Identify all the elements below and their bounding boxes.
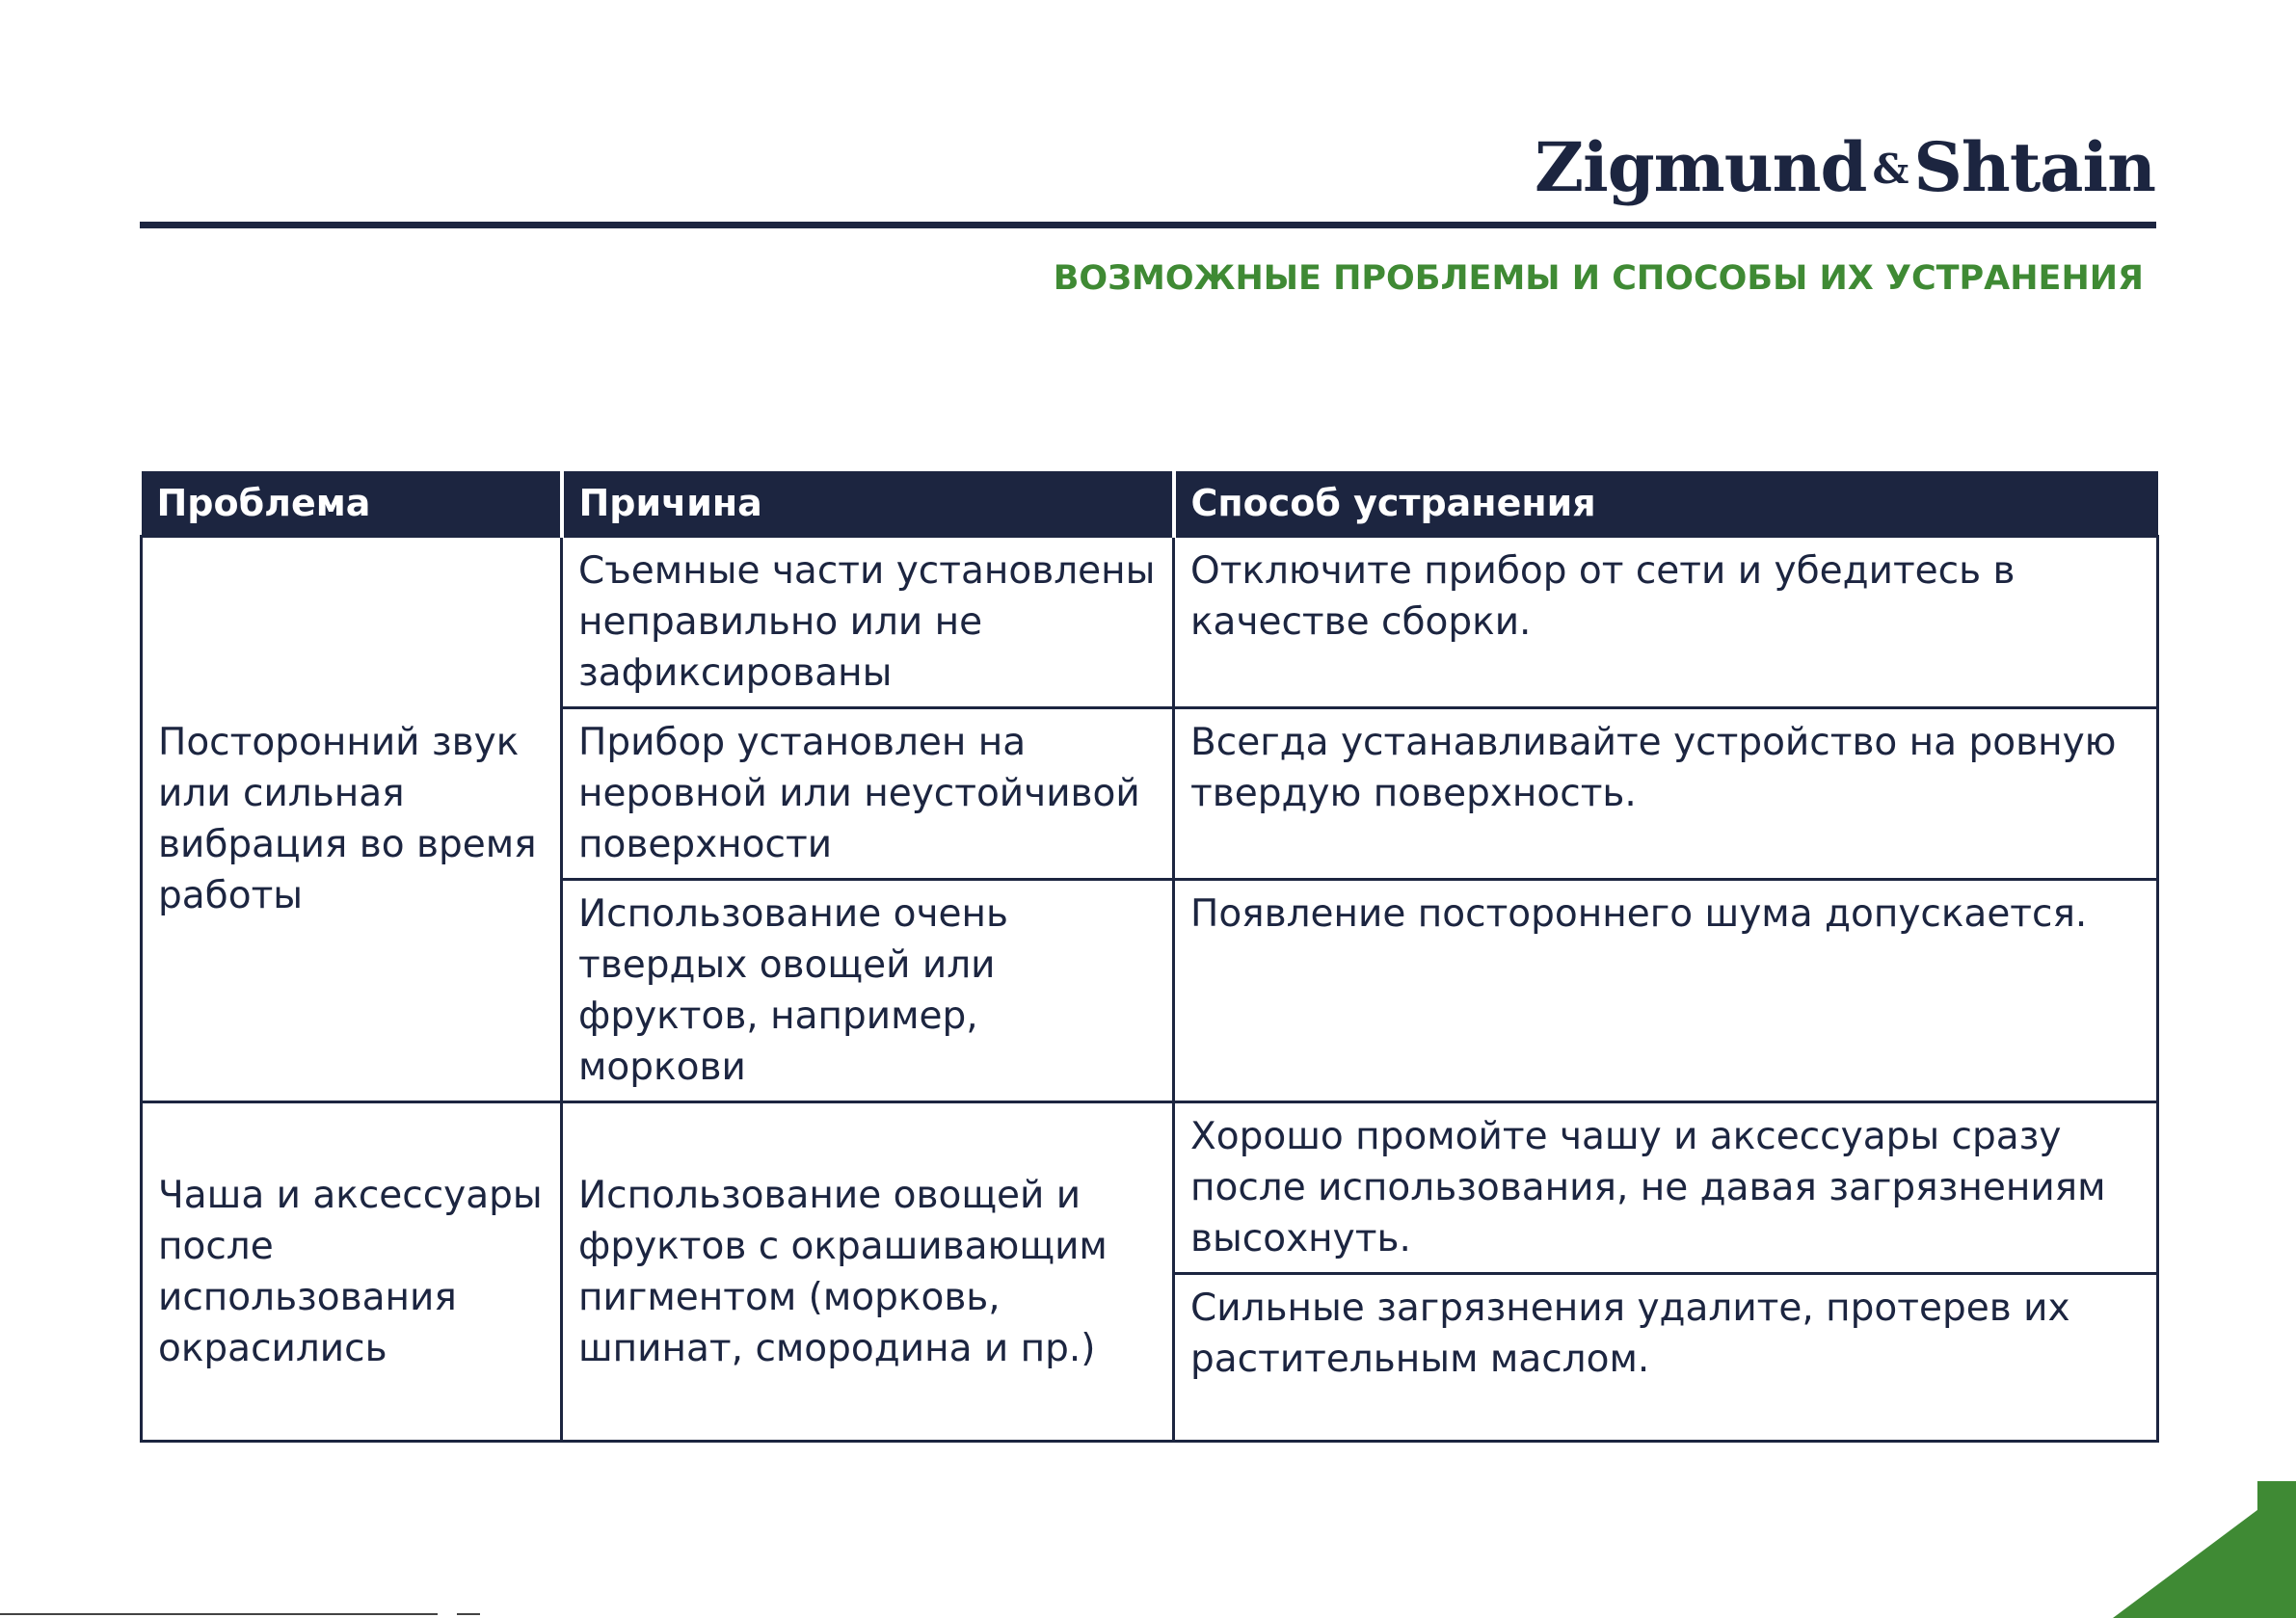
problem-cell: Чаша и аксессуары после использования окрасились bbox=[142, 1102, 562, 1442]
brand-name-left: Zigmund bbox=[1535, 127, 1867, 207]
footer-tick bbox=[457, 1613, 480, 1615]
brand-name-right: Shtain bbox=[1913, 127, 2155, 207]
cause-cell: Прибор установлен на неровной или неустойчивой поверхности bbox=[562, 708, 1174, 880]
solution-cell: Всегда устанавливайте устройство на ровную твердую поверхность. bbox=[1174, 708, 2158, 880]
table-header-row bbox=[142, 471, 2158, 537]
header-divider bbox=[140, 222, 2156, 228]
table-row bbox=[142, 1102, 2158, 1274]
section-title: ВОЗМОЖНЫЕ ПРОБЛЕМЫ И СПОСОБЫ ИХ УСТРАНЕНИЯ bbox=[1053, 259, 2144, 298]
brand-logo bbox=[1535, 127, 2155, 207]
corner-block-decoration bbox=[2257, 1481, 2296, 1618]
solution-cell: Отключите прибор от сети и убедитесь в качестве сборки. bbox=[1174, 537, 2158, 708]
cause-cell: Использование очень твердых овощей или фруктов, например, моркови bbox=[562, 880, 1174, 1102]
solution-cell: Появление постороннего шума допускается. bbox=[1174, 880, 2158, 1102]
solution-cell: Хорошо промойте чашу и аксессуары сразу после использования, не давая загрязнениям высохнуть. bbox=[1174, 1102, 2158, 1274]
footer-line bbox=[0, 1613, 438, 1615]
cause-cell: Использование овощей и фруктов с окрашивающим пигментом (морковь, шпинат, смородина и пр.) bbox=[562, 1102, 1174, 1442]
header-problem: Проблема bbox=[142, 471, 562, 537]
troubleshooting-table bbox=[140, 471, 2159, 1443]
brand-ampersand: & bbox=[1872, 146, 1909, 193]
cause-cell: Съемные части установлены неправильно или не зафиксированы bbox=[562, 537, 1174, 708]
header-solution: Способ устранения bbox=[1174, 471, 2158, 537]
header-cause: Причина bbox=[562, 471, 1174, 537]
table-row bbox=[142, 537, 2158, 708]
problem-cell: Посторонний звук или сильная вибрация во время работы bbox=[142, 537, 562, 1102]
solution-cell: Сильные загрязнения удалите, протерев их растительным маслом. bbox=[1174, 1274, 2158, 1442]
